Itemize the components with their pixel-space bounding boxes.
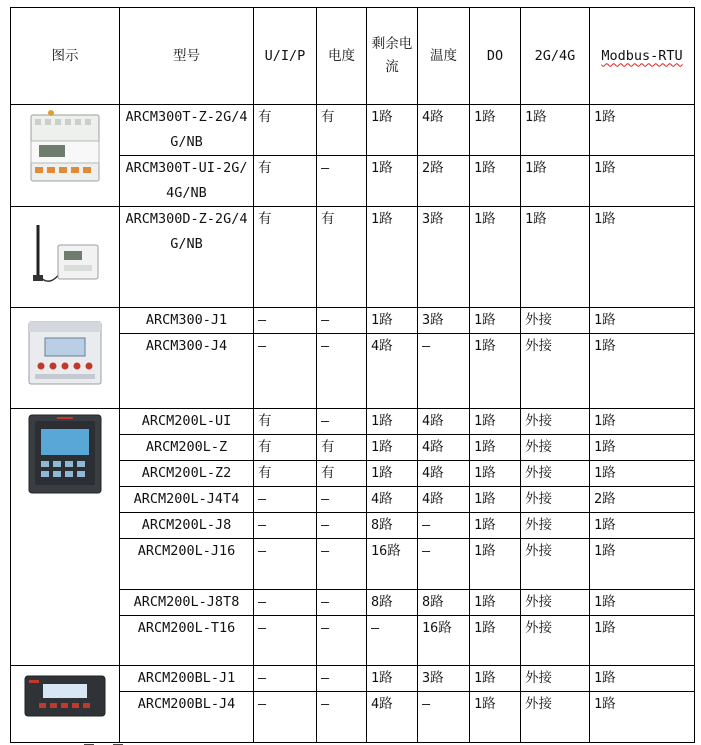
model-cell: ARCM300-J1 [120, 308, 254, 334]
temperature-cell: 4路 [418, 105, 470, 156]
comm-cell: 外接 [521, 692, 590, 743]
uip-cell: 有 [254, 207, 317, 308]
model-cell: ARCM200L-J4T4 [120, 487, 254, 513]
model-cell: ARCM200L-Z [120, 435, 254, 461]
do-cell: 1路 [470, 105, 521, 156]
uip-cell: 有 [254, 461, 317, 487]
do-cell: 1路 [470, 207, 521, 308]
energy-cell: – [317, 513, 367, 539]
model-cell: ARCM200L-T16 [120, 616, 254, 666]
table-body [11, 105, 695, 743]
header-image: 图示 [11, 8, 120, 105]
residual-current-cell: 1路 [367, 666, 418, 692]
header-row [11, 8, 695, 105]
modbus-cell: 1路 [590, 156, 695, 207]
uip-cell: 有 [254, 105, 317, 156]
panel-monitor-icon [23, 409, 107, 499]
comm-cell: 外接 [521, 461, 590, 487]
table-row [11, 207, 695, 308]
temperature-cell: 4路 [418, 435, 470, 461]
temperature-cell: – [418, 513, 470, 539]
product-image-cell [11, 409, 120, 666]
energy-cell: – [317, 487, 367, 513]
header-uip: U/I/P [254, 8, 317, 105]
model-cell: ARCM300D-Z-2G/4G/NB [120, 207, 254, 308]
modbus-cell: 1路 [590, 308, 695, 334]
energy-cell: – [317, 590, 367, 616]
uip-cell: – [254, 539, 317, 590]
model-cell: ARCM200L-J8T8 [120, 590, 254, 616]
energy-cell: 有 [317, 461, 367, 487]
header-model: 型号 [120, 8, 254, 105]
residual-current-cell: 8路 [367, 590, 418, 616]
product-image-cell [11, 207, 120, 308]
residual-current-cell: 1路 [367, 409, 418, 435]
temperature-cell: 2路 [418, 156, 470, 207]
do-cell: 1路 [470, 156, 521, 207]
uip-cell: – [254, 487, 317, 513]
energy-cell: – [317, 666, 367, 692]
comm-cell: 外接 [521, 409, 590, 435]
modbus-cell: 1路 [590, 461, 695, 487]
energy-cell: – [317, 334, 367, 409]
table-row [11, 308, 695, 334]
residual-current-cell: 16路 [367, 539, 418, 590]
product-spec-table [10, 7, 695, 743]
modbus-cell: 1路 [590, 590, 695, 616]
model-cell: ARCM200L-UI [120, 409, 254, 435]
model-cell: ARCM200L-J16 [120, 539, 254, 590]
residual-current-cell: 1路 [367, 461, 418, 487]
do-cell: 1路 [470, 590, 521, 616]
residual-current-cell: 4路 [367, 334, 418, 409]
comm-cell: 外接 [521, 616, 590, 666]
temperature-cell: 3路 [418, 207, 470, 308]
modbus-cell: 1路 [590, 666, 695, 692]
energy-cell: – [317, 308, 367, 334]
do-cell: 1路 [470, 539, 521, 590]
do-cell: 1路 [470, 435, 521, 461]
product-image-cell [11, 308, 120, 409]
temperature-cell: – [418, 539, 470, 590]
comm-cell: 1路 [521, 105, 590, 156]
do-cell: 1路 [470, 308, 521, 334]
energy-cell: – [317, 539, 367, 590]
uip-cell: – [254, 308, 317, 334]
model-cell: ARCM300T-UI-2G/4G/NB [120, 156, 254, 207]
model-cell: ARCM300-J4 [120, 334, 254, 409]
energy-cell: 有 [317, 105, 367, 156]
residual-current-cell: 1路 [367, 105, 418, 156]
comm-cell: 1路 [521, 156, 590, 207]
energy-cell: – [317, 616, 367, 666]
header-energy: 电度 [317, 8, 367, 105]
comm-cell: 外接 [521, 435, 590, 461]
modbus-cell: 1路 [590, 409, 695, 435]
do-cell: 1路 [470, 334, 521, 409]
uip-cell: – [254, 692, 317, 743]
do-cell: 1路 [470, 487, 521, 513]
comm-cell: 外接 [521, 308, 590, 334]
residual-current-cell: 1路 [367, 435, 418, 461]
uip-cell: – [254, 334, 317, 409]
header-temperature: 温度 [418, 8, 470, 105]
modbus-cell: 1路 [590, 539, 695, 590]
energy-cell: – [317, 409, 367, 435]
uip-cell: 有 [254, 156, 317, 207]
do-cell: 1路 [470, 409, 521, 435]
modbus-cell: 1路 [590, 692, 695, 743]
table-row [11, 666, 695, 692]
do-cell: 1路 [470, 513, 521, 539]
uip-cell: 有 [254, 435, 317, 461]
residual-current-cell: 4路 [367, 487, 418, 513]
temperature-cell: 4路 [418, 461, 470, 487]
modbus-cell: 2路 [590, 487, 695, 513]
residual-current-cell: – [367, 616, 418, 666]
comm-cell: 外接 [521, 334, 590, 409]
modbus-cell: 1路 [590, 513, 695, 539]
table-row [11, 409, 695, 435]
uip-cell: – [254, 666, 317, 692]
do-cell: 1路 [470, 692, 521, 743]
table-row [11, 105, 695, 156]
comm-cell: 外接 [521, 513, 590, 539]
model-cell: ARCM300T-Z-2G/4G/NB [120, 105, 254, 156]
temperature-cell: – [418, 334, 470, 409]
uip-cell: – [254, 590, 317, 616]
energy-cell: 有 [317, 207, 367, 308]
modbus-cell: 1路 [590, 105, 695, 156]
comm-cell: 外接 [521, 539, 590, 590]
model-cell: ARCM200L-Z2 [120, 461, 254, 487]
model-cell: ARCM200BL-J4 [120, 692, 254, 743]
header-residual-current: 剩余电流 [367, 8, 418, 105]
model-cell: ARCM200L-J8 [120, 513, 254, 539]
modbus-cell: 1路 [590, 334, 695, 409]
modbus-cell: 1路 [590, 435, 695, 461]
temperature-cell: 8路 [418, 590, 470, 616]
comm-cell: 外接 [521, 666, 590, 692]
temperature-cell: 4路 [418, 409, 470, 435]
energy-cell: 有 [317, 435, 367, 461]
comm-cell: 外接 [521, 590, 590, 616]
uip-cell: 有 [254, 409, 317, 435]
residual-current-cell: 4路 [367, 692, 418, 743]
header-modbus [590, 8, 695, 105]
din-rail-meter-with-antenna-icon [20, 207, 110, 297]
temperature-cell: 3路 [418, 666, 470, 692]
temperature-cell: 16路 [418, 616, 470, 666]
wide-panel-meter-icon [21, 666, 109, 726]
temperature-cell: 3路 [418, 308, 470, 334]
din-rail-monitor-icon [21, 308, 109, 396]
cut-off-footer-text [70, 739, 190, 745]
temperature-cell: 4路 [418, 487, 470, 513]
product-image-cell [11, 105, 120, 207]
residual-current-cell: 8路 [367, 513, 418, 539]
din-rail-meter-icon [21, 105, 109, 189]
residual-current-cell: 1路 [367, 156, 418, 207]
header-modbus-label: Modbus-RTU [601, 47, 683, 64]
header-do: DO [470, 8, 521, 105]
uip-cell: – [254, 513, 317, 539]
comm-cell: 外接 [521, 487, 590, 513]
model-cell: ARCM200BL-J1 [120, 666, 254, 692]
modbus-cell: 1路 [590, 207, 695, 308]
do-cell: 1路 [470, 666, 521, 692]
residual-current-cell: 1路 [367, 207, 418, 308]
modbus-cell: 1路 [590, 616, 695, 666]
residual-current-cell: 1路 [367, 308, 418, 334]
product-image-cell [11, 666, 120, 743]
do-cell: 1路 [470, 616, 521, 666]
uip-cell: – [254, 616, 317, 666]
energy-cell: – [317, 156, 367, 207]
temperature-cell: – [418, 692, 470, 743]
do-cell: 1路 [470, 461, 521, 487]
energy-cell: – [317, 692, 367, 743]
comm-cell: 1路 [521, 207, 590, 308]
header-comm: 2G/4G [521, 8, 590, 105]
